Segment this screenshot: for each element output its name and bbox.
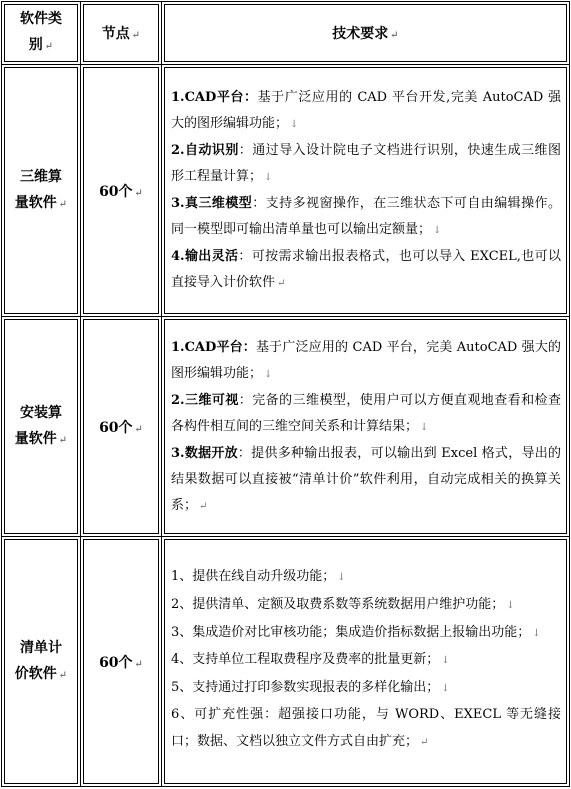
- software-requirements-table: [1, 1, 570, 787]
- requirement-item: 3、集成造价对比审核功能；集成造价指标数据上报输出功能； ↓: [171, 624, 541, 640]
- requirements-list: [164, 539, 567, 784]
- requirement-item: 1.CAD平台：基于广泛应用的 CAD 平台开发,完美 AutoCAD 强大的图形编辑功能； ↓: [171, 90, 561, 131]
- requirements-list: [164, 319, 567, 534]
- header-nodes: 节点 ↵: [83, 4, 159, 62]
- requirement-item: 2.三维可视：完备的三维模型，使用户可以方便直观地查看和检查各构件相互间的三维空间关系和计算结果； ↓: [171, 392, 561, 434]
- software-name: 清单计 价软件 ↵: [4, 539, 78, 784]
- requirements-list: [164, 67, 567, 314]
- requirement-item: 5、支持通过打印参数实现报表的多样化输出； ↓: [171, 679, 450, 695]
- node-count: 60个 ↵: [83, 539, 159, 784]
- header-row: [2, 2, 570, 65]
- requirement-item: 2、提供清单、定额及取费系数等系统数据用户维护功能； ↓: [171, 597, 515, 613]
- requirement-item: 6、可扩充性强：超强接口功能，与 WORD、EXECL 等无缝接口；数据、文档以独立文件方式自由扩充； ↵: [171, 707, 561, 749]
- requirement-item: 1、提供在线自动升级功能； ↓: [171, 569, 346, 585]
- header-category-line1: 软件类: [20, 11, 62, 27]
- table-row: [2, 317, 570, 537]
- requirement-item: 4.输出灵活：可按需求输出报表格式，也可以导入 EXCEL,也可以直接导入计价软件 ↵: [171, 249, 561, 290]
- software-name: 安装算 量软件 ↵: [4, 319, 78, 534]
- requirement-item: 3.真三维模型：支持多视窗操作，在三维状态下可自由编辑操作。同一模型即可输出清单量也可以输出定额量； ↓: [171, 196, 561, 237]
- header-category-line2: 别 ↵: [28, 37, 54, 53]
- requirement-item: 4、支持单位工程取费程序及费率的批量更新； ↓: [171, 652, 450, 668]
- software-name: 三维算 量软件 ↵: [4, 67, 78, 314]
- requirement-item: 2.自动识别：通过导入设计院电子文档进行识别，快速生成三维图形工程量计算； ↓: [171, 143, 561, 184]
- header-software-category: [4, 4, 78, 62]
- node-count: 60个 ↵: [83, 67, 159, 314]
- table-row: [2, 65, 570, 317]
- header-tech-requirements: 技术要求 ↵: [164, 4, 567, 62]
- requirement-item: 3.数据开放：提供多种输出报表，可以输出到 Excel 格式，导出的结果数据可以直接被“清单计价”软件利用，自动完成相关的换算关系； ↵: [171, 445, 561, 513]
- table-row: [2, 537, 570, 787]
- requirement-item: 1.CAD平台：基于广泛应用的 CAD 平台，完美 AutoCAD 强大的图形编辑功能； ↓: [171, 339, 561, 381]
- node-count: 60个 ↵: [83, 319, 159, 534]
